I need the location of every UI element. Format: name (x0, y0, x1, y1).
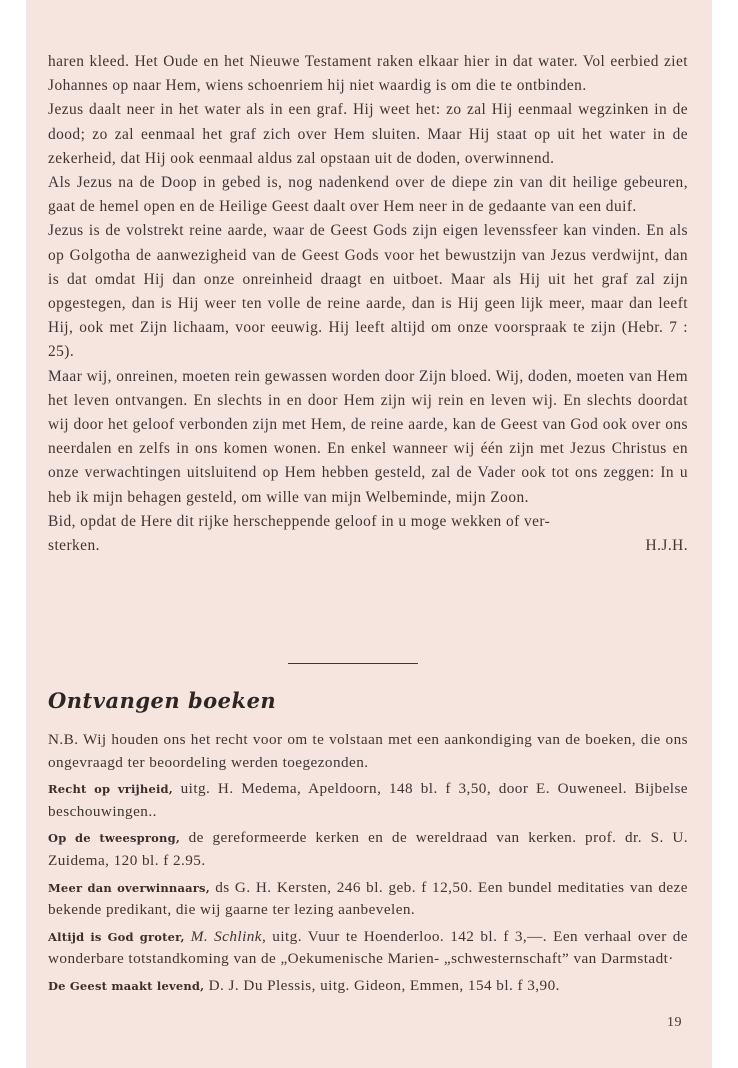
paragraph: Jezus daalt neer in het water als in een graf. Hij weet het: zo zal Hij eenmaal wegzinken in de dood; zo zal eenmaal het graf zich over Hem sluiten. Maar Hij staat op uit het water in de zekerheid, dat Hij ook eenmaal aldus zal opstaan uit de doden, overwinnend. (48, 101, 688, 167)
article-body (48, 50, 688, 558)
section-heading: Ontvangen boeken (48, 688, 277, 713)
book-details: uitg. Vuur te Hoenderloo. 142 bl. f 3,—. Een verhaal over de wonderbare totstandkoming van de „Oekumenische Marien- „schwesternschaft” van Darmstadt· (48, 927, 688, 968)
book-details: de gereformeerde kerken en de wereldraad van kerken. prof. dr. S. U. Zuidema, 120 bl. f 2.95. (48, 829, 688, 869)
closing-line: Bid, opdat de Here dit rijke herscheppende geloof in u moge wekken of ver- (48, 512, 551, 530)
page (26, 0, 712, 1068)
book-list (48, 729, 688, 1002)
page-number: 19 (667, 1015, 682, 1030)
book-title: Op de tweesprong, (48, 831, 181, 846)
paragraph: Jezus is de volstrekt reine aarde, waar de Geest Gods zijn eigen levenssfeer kan vinden. En als op Golgotha de aanwezigheid van de Geest Gods voor het bewustzijn van Jezus verdwijnt, dan is dat omdat Hij dan onze onreinheid draagt en uitboet. Maar als Hij uit het graf zal zijn opgestegen, dan is Hij weer ten volle de reine aarde, dan is Hij geen lijk meer, maar dan leeft Hij, ook met Zijn lichaam, voor eeuwig. Hij leeft altijd om onze voorspraak te zijn (Hebr. 7 : 25). (48, 222, 688, 361)
book-entry (48, 975, 688, 998)
paragraph: Maar wij, onreinen, moeten rein gewassen worden door Zijn bloed. Wij, doden, moeten van Hem het leven ontvangen. En slechts in en door Hem zijn wij rein en leven wij. En slechts doordat wij door het geloof verbonden zijn met Hem, de reine aarde, kan de Geest van God ook over ons neerdalen en zelfs in ons komen wonen. En enkel wanneer wij één zijn met Jezus Christus en onze verwachtingen uitsluitend op Hem hebben gesteld, zal de Vader ook tot ons zeggen: In u heb ik mijn behagen gesteld, om wille van mijn Welbeminde, mijn Zoon. (48, 367, 688, 506)
closing-line-end: sterken. (48, 537, 100, 555)
paragraph: Als Jezus na de Doop in gebed is, nog nadenkend over de diepe zin van dit heilige gebeuren, gaat de hemel open en de Heilige Geest daalt over Hem neer in de gedaante van een duif. (48, 174, 688, 216)
author-signature: H.J.H. (645, 537, 688, 555)
paragraph: haren kleed. Het Oude en het Nieuwe Testament raken elkaar hier in dat water. Vol eerbied ziet Johannes op naar Hem, wiens schoenriem hij niet waardig is om die te ontbinden. (48, 53, 688, 95)
book-title: Altijd is God groter, (48, 929, 185, 944)
book-title: De Geest maakt levend, (48, 978, 205, 993)
closing-signature-line (48, 534, 688, 558)
book-entry (48, 827, 688, 872)
book-details: D. J. Du Plessis, uitg. Gideon, Emmen, 154 bl. f 3,90. (204, 976, 560, 994)
book-entry (48, 877, 688, 922)
closing-paragraph (48, 510, 688, 534)
book-title: Recht op vrijheid, (48, 782, 173, 797)
book-details: uitg. H. Medema, Apeldoorn, 148 bl. f 3,50, door E. Ouweneel. Bijbelse beschouwingen.. (48, 780, 688, 820)
book-author: M. Schlink, (184, 927, 267, 945)
book-entry (48, 778, 688, 823)
section-divider (288, 663, 418, 664)
book-title: Meer dan overwinnaars, (48, 880, 210, 895)
book-details: ds G. H. Kersten, 246 bl. geb. f 12,50. Een bundel meditaties van deze bekende predikant, die wij gaarne ter lezing aanbevelen. (48, 878, 689, 919)
book-entry (48, 926, 688, 971)
section-note: N.B. Wij houden ons het recht voor om te volstaan met een aankondiging van de boeken, die ons ongevraagd ter beoordeling werden toegezonden. (48, 731, 688, 771)
